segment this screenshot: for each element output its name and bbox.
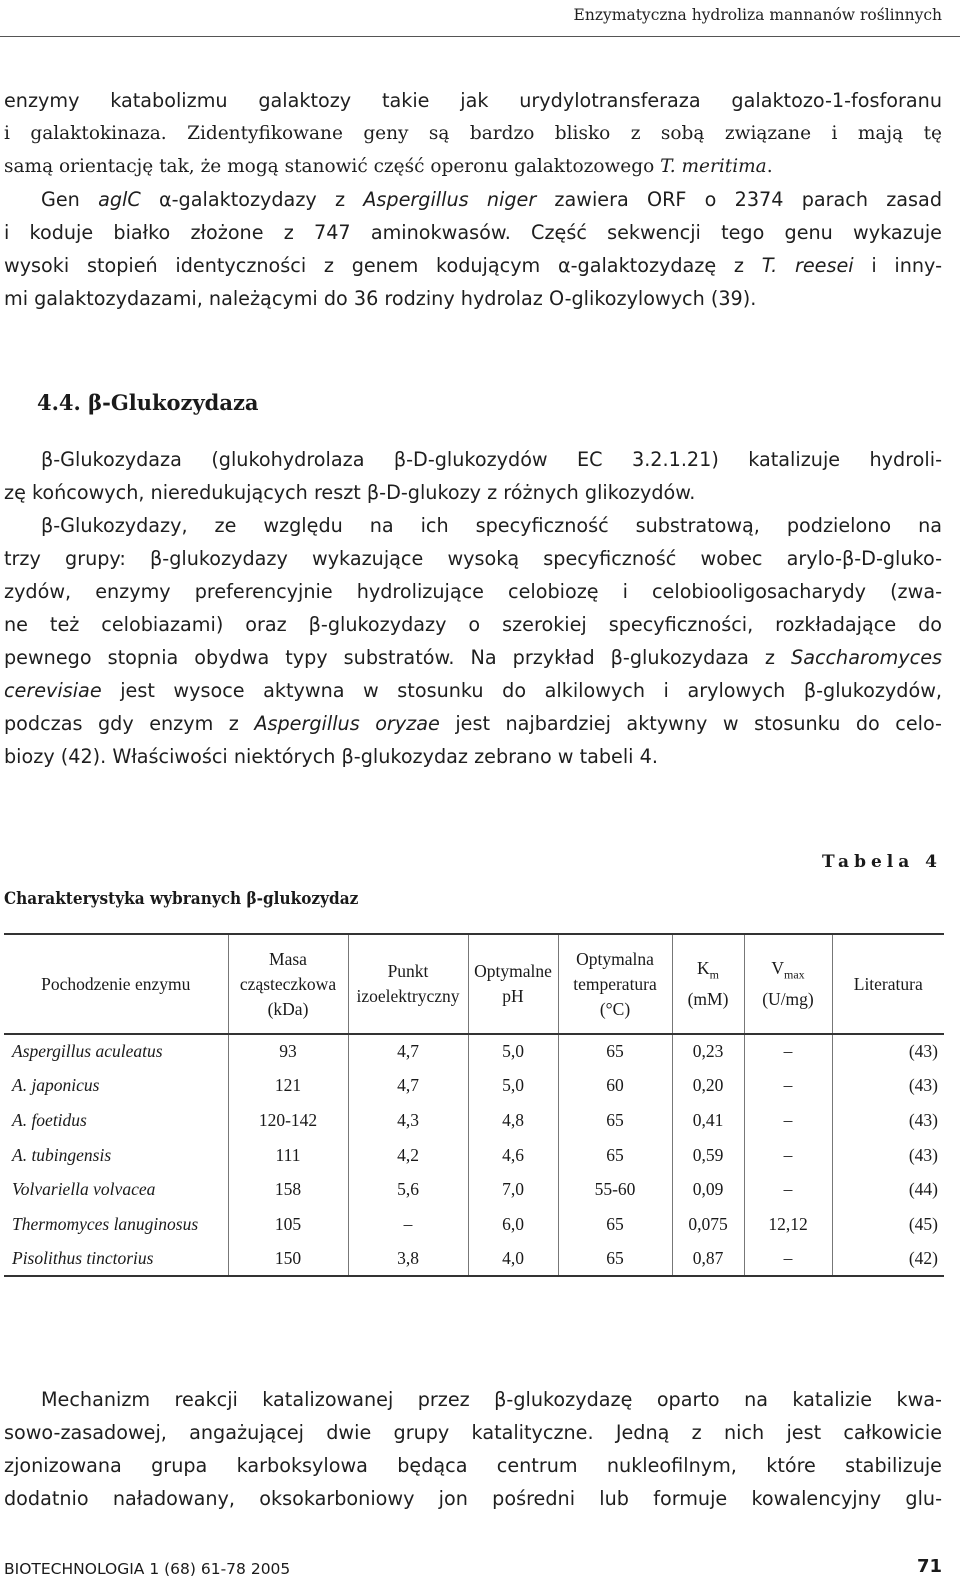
header-subscript: m: [709, 967, 719, 982]
cell-ph: 7,0: [468, 1172, 558, 1207]
table-header-row: [4, 934, 944, 1034]
text-line: Mechanizm reakcji katalizowanej przez β-glukozydazę oparto na katalizie kwa-: [41, 1388, 942, 1411]
cell-reference: (42): [832, 1242, 944, 1277]
text-span: samą orientację tak, że mogą stanowić część operonu galaktozowego: [4, 156, 661, 177]
cell-reference: (43): [832, 1034, 944, 1069]
cell-km: 0,87: [672, 1242, 744, 1277]
cell-pi: –: [348, 1207, 468, 1242]
species-name: Aspergillus niger: [363, 188, 537, 211]
header-pi: [348, 934, 468, 1034]
cell-ph: 4,6: [468, 1138, 558, 1173]
table-title: Charakterystyka wybranych β-glukozydaz: [4, 889, 359, 909]
header-km: [672, 934, 744, 1034]
cell-vmax: –: [744, 1242, 832, 1277]
cell-reference: (43): [832, 1103, 944, 1138]
cell-vmax: –: [744, 1103, 832, 1138]
table-row: [4, 1103, 944, 1138]
cell-ph: 6,0: [468, 1207, 558, 1242]
header-text: Optymalne: [474, 961, 552, 981]
cell-km: 0,09: [672, 1172, 744, 1207]
table-row: [4, 1172, 944, 1207]
cell-reference: (45): [832, 1207, 944, 1242]
cell-source: Thermomyces lanuginosus: [12, 1213, 199, 1234]
text-span: jest wysoce aktywna w stosunku do alkilowych i arylowych β-glukozydów,: [101, 679, 942, 702]
header-source: Pochodzenie enzymu: [41, 973, 191, 994]
cell-pi: 5,6: [348, 1172, 468, 1207]
cell-ph: 4,0: [468, 1242, 558, 1277]
text-line: mi galaktozydazami, należącymi do 36 rodziny hydrolaz O-glikozylowych (39).: [4, 287, 757, 310]
text-line: biozy (42). Właściwości niektórych β-glukozydaz zebrano w tabeli 4.: [4, 745, 658, 768]
species-name: T. reesei: [761, 254, 854, 277]
cell-temperature: 65: [558, 1034, 672, 1069]
header-text: temperatura: [573, 973, 657, 994]
text-line: β-Glukozydazy, ze względu na ich specyficzność substratową, podzielono na: [41, 514, 942, 537]
table-row: [4, 1138, 944, 1173]
text-line: zydów, enzymy preferencyjnie hydrolizujące celobiozę i celobiooligosacharydy (zwa-: [4, 580, 942, 603]
cell-pi: 4,7: [348, 1034, 468, 1069]
cell-mass: 120-142: [228, 1103, 348, 1138]
header-text: cząsteczkowa: [239, 973, 337, 994]
page-number: 71: [916, 1556, 942, 1577]
text-span: .: [766, 156, 773, 177]
table-label: Tabela 4: [822, 852, 942, 872]
cell-source: Aspergillus aculeatus: [12, 1041, 163, 1062]
text-span: Gen: [41, 188, 99, 211]
text-span: wysoki stopień identyczności z genem kodującym α-galaktozydazę z: [4, 254, 762, 277]
text-line: [4, 150, 942, 183]
table-row: [4, 1069, 944, 1104]
cell-reference: (44): [832, 1172, 944, 1207]
cell-pi: 4,2: [348, 1138, 468, 1173]
table-row: [4, 1242, 944, 1277]
section-heading: 4.4. β-Glukozydaza: [37, 390, 259, 415]
cell-km: 0,41: [672, 1103, 744, 1138]
cell-km: 0,23: [672, 1034, 744, 1069]
text-line: [4, 249, 942, 282]
text-span: pewnego stopnia obydwa typy substratów. Na przykład β-glukozydaza z: [4, 646, 792, 669]
text-span: podczas gdy enzym z: [4, 712, 255, 735]
header-vmax: [744, 934, 832, 1034]
cell-reference: (43): [832, 1069, 944, 1104]
cell-mass: 93: [228, 1034, 348, 1069]
header-text: V: [771, 957, 784, 978]
table-row: [4, 1034, 944, 1069]
header-ph: [468, 934, 558, 1034]
header-text: Punkt: [387, 961, 429, 981]
text-line: β-Glukozydaza (glukohydrolaza β-D-glukozydów EC 3.2.1.21) katalizuje hydroli-: [41, 448, 942, 471]
gene-name: aglC: [98, 188, 141, 211]
cell-temperature: 65: [558, 1207, 672, 1242]
header-text: K: [697, 957, 710, 978]
text-line: ne też celobiazami) oraz β-glukozydazy o szerokiej specyficzności, rozkładające do: [4, 613, 942, 636]
cell-mass: 111: [228, 1138, 348, 1173]
text-line: zjonizowana grupa karboksylowa będąca centrum nukleofilnym, które stabilizuje: [4, 1454, 942, 1477]
header-text: Optymalna: [576, 948, 654, 969]
table-row: [4, 1207, 944, 1242]
text-span: α-galaktozydazy z: [140, 188, 364, 211]
cell-vmax: 12,12: [744, 1207, 832, 1242]
running-head: Enzymatyczna hydroliza mannanów roślinnych: [573, 6, 942, 24]
header-temperature: [558, 934, 672, 1034]
header-text: (kDa): [267, 998, 309, 1019]
text-line: enzymy katabolizmu galaktozy takie jak urydylotransferaza galaktozo-1-fosforanu: [4, 89, 942, 112]
paragraph-2: [4, 443, 942, 773]
cell-mass: 121: [228, 1069, 348, 1104]
text-line: [4, 641, 942, 674]
cell-source: Volvariella volvacea: [12, 1179, 156, 1200]
header-text: izoelektryczny: [356, 986, 460, 1006]
cell-temperature: 65: [558, 1138, 672, 1173]
text-span: i inny-: [853, 254, 943, 277]
text-line: zę końcowych, nieredukujących reszt β-D-glukozy z różnych glikozydów.: [4, 481, 696, 504]
header-text: (mM): [687, 989, 729, 1010]
cell-pi: 4,7: [348, 1069, 468, 1104]
text-line: i koduje białko złożone z 747 aminokwasów. Część sekwencji tego genu wykazuje: [4, 221, 942, 244]
cell-pi: 4,3: [348, 1103, 468, 1138]
text-line: i galaktokinaza. Zidentyfikowane geny są bardzo blisko z sobą związane i mają tę: [4, 123, 942, 144]
cell-reference: (43): [832, 1138, 944, 1173]
paragraph-3: [4, 1383, 942, 1515]
header-mass: [228, 934, 348, 1034]
cell-pi: 3,8: [348, 1242, 468, 1277]
cell-temperature: 65: [558, 1103, 672, 1138]
cell-temperature: 65: [558, 1242, 672, 1277]
cell-ph: 5,0: [468, 1069, 558, 1104]
journal-footer: BIOTECHNOLOGIA 1 (68) 61-78 2005: [4, 1560, 291, 1578]
header-text: Masa: [269, 948, 307, 969]
text-span: jest najbardziej aktywny w stosunku do celo-: [439, 712, 942, 735]
cell-vmax: –: [744, 1069, 832, 1104]
paragraph-1: [4, 84, 942, 315]
text-line: [4, 183, 942, 216]
text-line: sowo-zasadowej, angażującej dwie grupy katalityczne. Jedną z nich jest całkowicie: [4, 1421, 942, 1444]
header-text: (U/mg): [762, 989, 814, 1010]
header-text: pH: [502, 986, 524, 1006]
species-name: Saccharomyces: [791, 646, 942, 669]
cell-source: A. tubingensis: [12, 1144, 112, 1165]
text-line: trzy grupy: β-glukozydazy wykazujące wysoką specyficzność wobec arylo-β-D-gluko-: [4, 547, 942, 570]
cell-km: 0,20: [672, 1069, 744, 1104]
cell-source: Pisolithus tinctorius: [12, 1247, 154, 1268]
text-span: zawiera ORF o 2374 parach zasad: [536, 188, 942, 211]
text-line: [4, 674, 942, 707]
cell-km: 0,075: [672, 1207, 744, 1242]
cell-vmax: –: [744, 1172, 832, 1207]
header-text: (°C): [599, 998, 631, 1019]
cell-source: A. japonicus: [12, 1075, 100, 1096]
header-subscript: max: [783, 967, 805, 982]
header-rule: [0, 36, 960, 37]
species-name: Aspergillus oryzae: [254, 712, 440, 735]
cell-mass: 150: [228, 1242, 348, 1277]
cell-vmax: –: [744, 1138, 832, 1173]
text-line: [4, 707, 942, 740]
cell-mass: 105: [228, 1207, 348, 1242]
cell-temperature: 60: [558, 1069, 672, 1104]
cell-source: A. foetidus: [12, 1109, 87, 1130]
cell-vmax: –: [744, 1034, 832, 1069]
cell-km: 0,59: [672, 1138, 744, 1173]
cell-mass: 158: [228, 1172, 348, 1207]
text-line: dodatnio naładowany, oksokarboniowy jon pośredni lub formuje kowalencyjny glu-: [4, 1487, 942, 1510]
cell-temperature: 55-60: [558, 1172, 672, 1207]
header-reference: Literatura: [832, 934, 944, 1034]
species-name: T. meritima: [660, 156, 767, 177]
cell-ph: 5,0: [468, 1034, 558, 1069]
species-name: cerevisiae: [4, 679, 102, 702]
enzyme-table: [4, 933, 944, 1277]
cell-ph: 4,8: [468, 1103, 558, 1138]
